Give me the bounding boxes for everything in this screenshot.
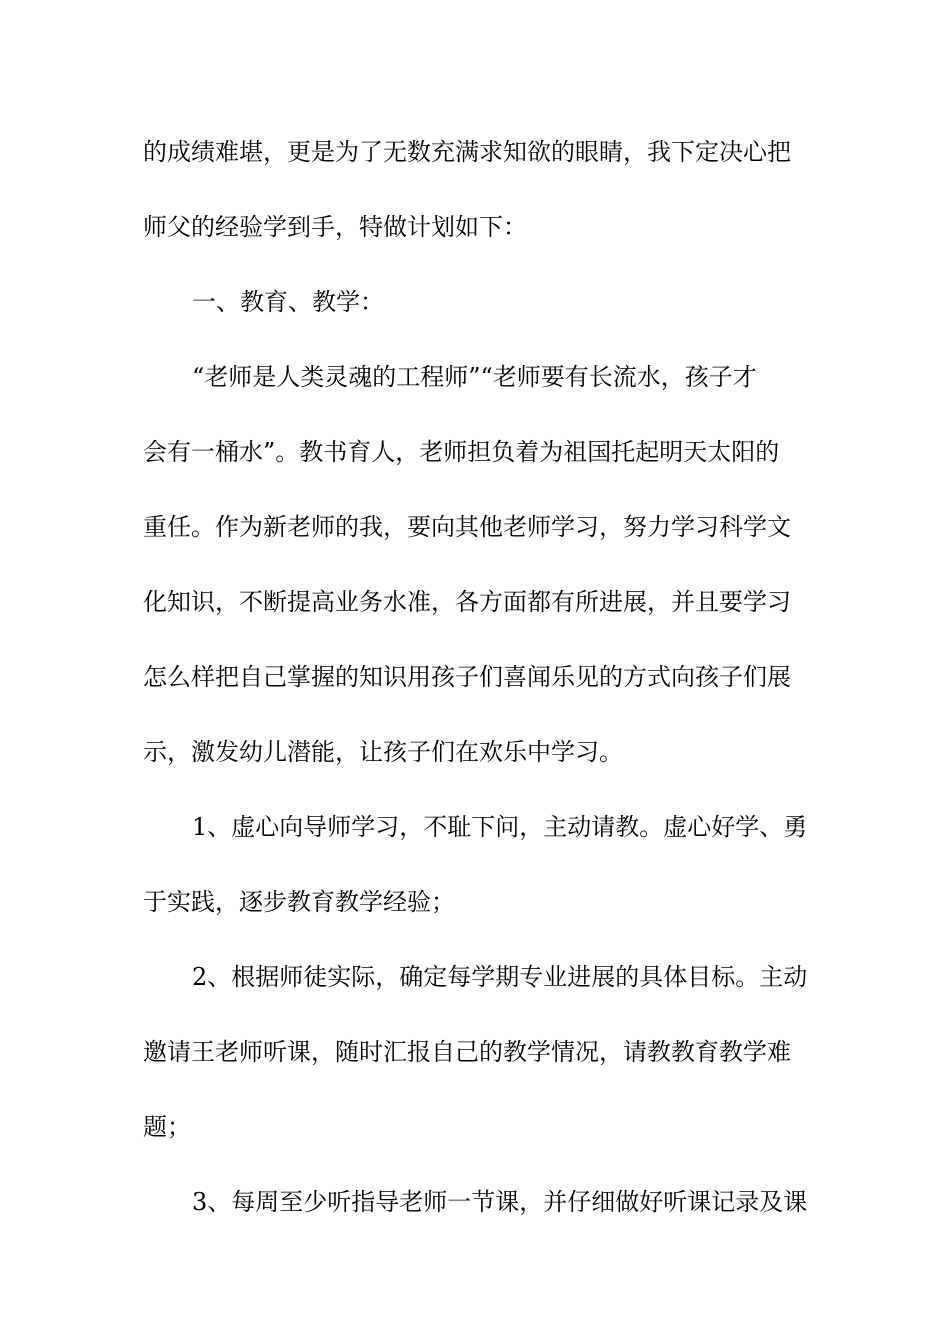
text-line: 化知识，不断提高业务水准，各方面都有所进展，并且要学习: [143, 588, 791, 616]
list-item-3-line: 3、每周至少听指导老师一节课，并仔细做好听课记录及课: [192, 1188, 808, 1216]
text-line: 重任。作为新老师的我，要向其他老师学习，努力学习科学文: [143, 513, 791, 541]
paragraph-start-line: “老师是人类灵魂的工程师”“老师要有长流水，孩子才: [192, 363, 757, 391]
text-line: 怎么样把自己掌握的知识用孩子们喜闻乐见的方式向孩子们展: [143, 663, 791, 691]
text-line: 会有一桶水”。教书育人，老师担负着为祖国托起明天太阳的: [143, 438, 780, 466]
text-line: 师父的经验学到手，特做计划如下：: [143, 213, 527, 241]
text-line: 邀请王老师听课，随时汇报自己的教学情况，请教教育教学难: [143, 1038, 791, 1066]
text-line: 的成绩难堪，更是为了无数充满求知欲的眼睛，我下定决心把: [143, 138, 791, 166]
section-heading: 一、教育、教学：: [192, 288, 384, 316]
list-item-1-line: 1、虚心向导师学习，不耻下问，主动请教。虚心好学、勇: [192, 813, 808, 841]
list-item-2-line: 2、根据师徒实际，确定每学期专业进展的具体目标。主动: [192, 963, 808, 991]
text-line: 于实践，逐步教育教学经验；: [143, 888, 455, 916]
text-line: 示，激发幼儿潜能，让孩子们在欢乐中学习。: [143, 738, 623, 766]
text-line: 题；: [143, 1113, 191, 1141]
